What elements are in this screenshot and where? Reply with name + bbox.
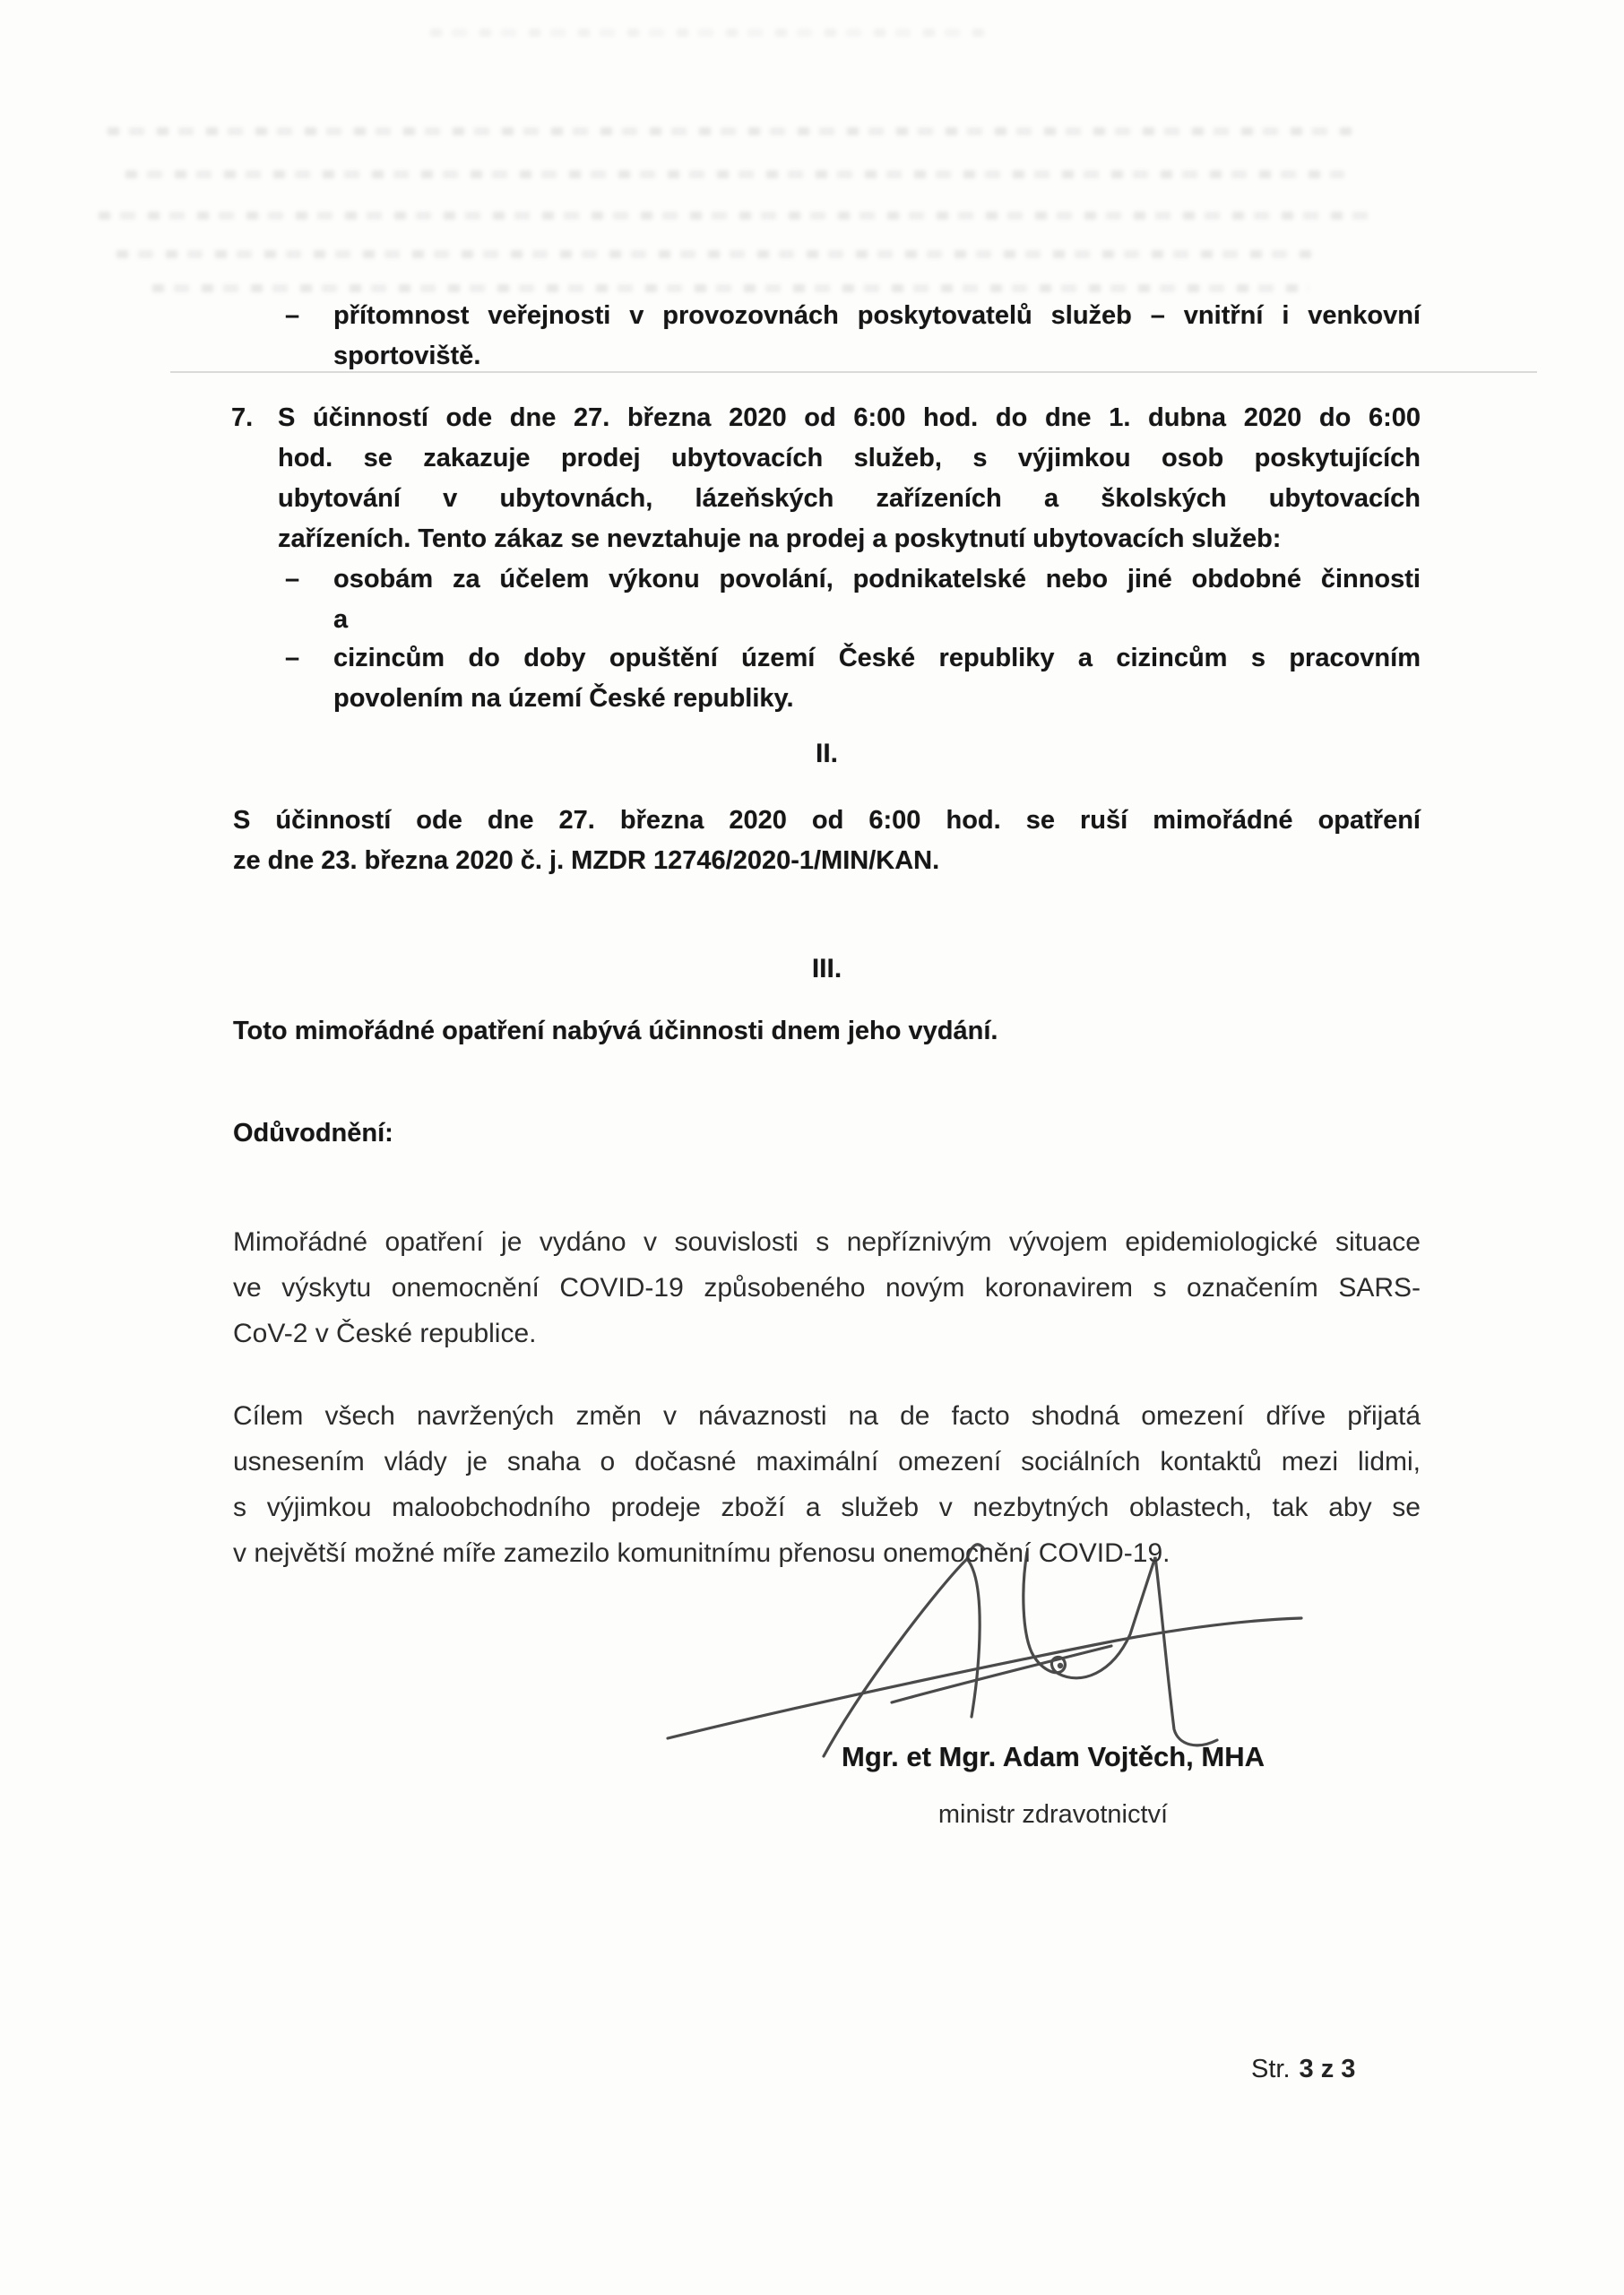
text-line: Mimořádné opatření je vydáno v souvislosti s nepříznivým vývojem epidemiologické situace: [233, 1227, 1421, 1257]
bullet-dash-marker: –: [285, 301, 300, 330]
ordered-item-7: [231, 398, 1421, 559]
text-line: hod. se zakazuje prodej ubytovacích služeb, s výjimkou osob poskytujících: [278, 444, 1421, 472]
text-line: Cílem všech navržených změn v návaznosti na de facto shodná omezení dříve přijatá: [233, 1401, 1421, 1431]
intro-bullet-text: [333, 296, 1421, 377]
item-number: 7.: [231, 403, 254, 432]
bullet-dash-marker: –: [285, 644, 300, 672]
exception-bullet-item: [285, 559, 1421, 640]
text-line: Toto mimořádné opatření nabývá účinnosti dnem jeho vydání.: [233, 1017, 998, 1045]
section-iii-paragraph: [233, 1011, 1421, 1052]
handwritten-signature: [592, 1527, 1326, 1762]
text-line: S účinností ode dne 27. března 2020 od 6:00 hod. do dne 1. dubna 2020 do 6:00: [278, 403, 1421, 432]
exception-bullet-text: [333, 559, 1421, 640]
text-line: přítomnost veřejnosti v provozovnách poskytovatelů služeb – vnitřní i venkovní: [333, 301, 1421, 330]
page-number-label: Str.: [1251, 2055, 1291, 2083]
scan-line-artifact: [170, 371, 1537, 373]
text-line: S účinností ode dne 27. března 2020 od 6:00 hod. se ruší mimořádné opatření: [233, 806, 1421, 835]
scan-bleedthrough-line: [430, 29, 986, 37]
signer-name: Mgr. et Mgr. Adam Vojtěch, MHA: [842, 1741, 1265, 1772]
text-line: sportoviště.: [333, 342, 481, 370]
justification-heading: Odůvodnění:: [233, 1119, 393, 1148]
text-line: ve výskytu onemocnění COVID-19 způsobeného novým koronavirem s označením SARS-: [233, 1273, 1421, 1303]
section-ii-paragraph: [233, 801, 1421, 881]
section-heading-ii: II.: [815, 739, 838, 768]
justification-paragraph-1: [233, 1219, 1421, 1356]
exception-bullet-text: [333, 638, 1421, 719]
intro-bullet-item: [285, 296, 1421, 377]
scan-bleedthrough-line: [152, 284, 1309, 292]
text-line: cizincům do doby opuštění území České republiky a cizincům s pracovním: [333, 644, 1421, 672]
scan-bleedthrough-line: [117, 250, 1317, 258]
text-line: zařízeních. Tento zákaz se nevztahuje na prodej a poskytnutí ubytovacích služeb:: [278, 524, 1282, 553]
signature-ink-dot: [1058, 1663, 1063, 1668]
exception-bullet-item: [285, 638, 1421, 719]
item-7-text: [278, 398, 1421, 559]
page-number-value: 3 z 3: [1299, 2055, 1356, 2083]
text-line: a: [333, 605, 349, 634]
bullet-dash-marker: –: [285, 565, 300, 593]
scan-bleedthrough-line: [99, 212, 1371, 220]
text-line: povolením na území České republiky.: [333, 684, 794, 713]
signer-title: ministr zdravotnictví: [937, 1800, 1169, 1829]
text-line: v největší možné míře zamezilo komunitnímu přenosu onemocnění COVID-19.: [233, 1538, 1170, 1568]
text-line: s výjimkou maloobchodního prodeje zboží a služeb v nezbytných oblastech, tak aby se: [233, 1493, 1421, 1522]
text-line: ubytování v ubytovnách, lázeňských zařízeních a školských ubytovacích: [278, 484, 1421, 513]
scan-bleedthrough-line: [125, 170, 1344, 178]
page-number: [1251, 2055, 1355, 2084]
text-line: ze dne 23. března 2020 č. j. MZDR 12746/2020-1/MIN/KAN.: [233, 846, 940, 875]
text-line: osobám za účelem výkonu povolání, podnikatelské nebo jiné obdobné činnosti: [333, 565, 1421, 593]
text-line: usnesením vlády je snaha o dočasné maximální omezení sociálních kontaktů mezi lidmi,: [233, 1447, 1421, 1477]
section-heading-iii: III.: [811, 954, 842, 983]
scan-bleedthrough-line: [108, 127, 1353, 135]
text-line: CoV-2 v České republice.: [233, 1319, 537, 1348]
